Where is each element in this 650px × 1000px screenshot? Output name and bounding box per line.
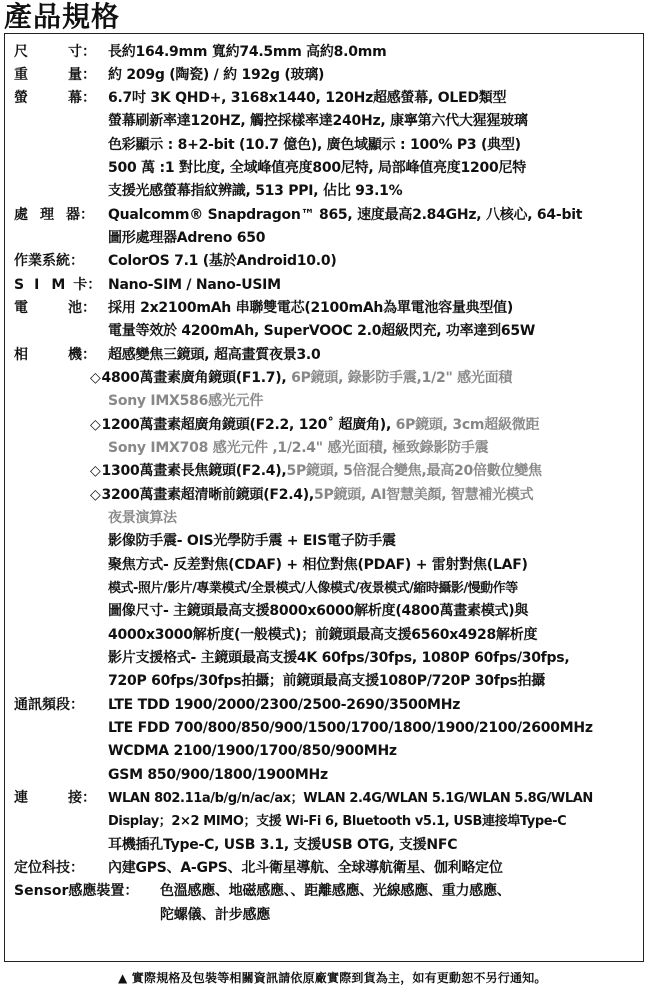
- spec-value-sensors-1: 色溫感應、地磁感應、、距離感應、光線感應、重力感應、: [160, 883, 511, 899]
- diamond-icon: ◇: [90, 370, 101, 386]
- spec-value-camera-lens-4: ◇3200萬畫素超清晰前鏡頭(F2.4),5P鏡頭, AI智慧美顏, 智慧補光模式: [90, 487, 534, 503]
- spec-value-bands-3: WCDMA 2100/1900/1700/850/900MHz: [108, 743, 397, 759]
- spec-label-os: 作業系統：: [14, 253, 84, 269]
- diamond-icon: ◇: [90, 487, 101, 503]
- spec-value-positioning: 內建GPS、A-GPS、北斗衛星導航、全球導航衛星、伽利略定位: [108, 860, 503, 876]
- spec-value-screen-5: 支援光感螢幕指紋辨識, 513 PPI, 佔比 93.1%: [108, 183, 403, 199]
- diamond-icon: ◇: [90, 463, 101, 479]
- spec-label-sim: S I M 卡：: [14, 277, 102, 293]
- spec-label-bands: 通訊頻段：: [14, 697, 84, 713]
- disclaimer-note: ▲ 實際規格及包裝等相關資訊請依原廠實際到貨為主，如有更動恕不另行通知。: [118, 971, 547, 985]
- spec-value-camera-lens-2: ◇1200萬畫素超廣角鏡頭(F2.2, 120˚ 超廣角), 6P鏡頭, 3cm超級微距: [90, 417, 540, 433]
- spec-value-camera-lens-1: ◇4800萬畫素廣角鏡頭(F1.7), 6P鏡頭, 錄影防手震,1/2" 感光面積: [90, 370, 513, 386]
- spec-label-processor: 處 理 器：: [14, 207, 94, 223]
- diamond-icon: ◇: [90, 417, 101, 433]
- spec-value-bands-1: LTE TDD 1900/2000/2300/2500-2690/3500MHz: [108, 697, 461, 713]
- spec-label-weight: 重 量：: [14, 67, 96, 83]
- spec-label-positioning: 定位科技：: [14, 860, 84, 876]
- spec-value-camera-video-2: 720P 60fps/30fps拍攝；前鏡頭最高支援1080P/720P 30fps拍攝: [108, 673, 545, 689]
- spec-value-screen-2: 螢幕刷新率達120HZ, 觸控採樣率達240Hz, 康寧第六代大猩猩玻璃: [108, 113, 528, 129]
- spec-value-battery-2: 電量等效於 4200mAh, SuperVOOC 2.0超級閃充, 功率達到65W: [108, 323, 536, 339]
- spec-value-camera-lens-2-sensor: Sony IMX708 感光元件 ,1/2.4" 感光面積, 極致錄影防手震: [108, 440, 489, 456]
- page-title: 產品規格: [4, 0, 121, 33]
- spec-value-os: ColorOS 7.1 (基於Android10.0): [108, 253, 337, 269]
- spec-value-processor-2: 圖形處理器Adreno 650: [108, 230, 266, 246]
- spec-value-sensors-2: 陀螺儀、計步感應: [160, 907, 270, 923]
- spec-value-camera-image-size-1: 圖像尺寸- 主鏡頭最高支援8000x6000解析度(4800萬畫素模式)與: [108, 603, 529, 619]
- spec-value-connectivity-3: 耳機插孔Type-C, USB 3.1, 支援USB OTG, 支援NFC: [108, 837, 458, 853]
- spec-value-sim: Nano-SIM / Nano-USIM: [108, 277, 281, 293]
- spec-value-weight: 約 209g (陶瓷) / 約 192g (玻璃): [108, 67, 325, 83]
- spec-value-bands-4: GSM 850/900/1800/1900MHz: [108, 767, 328, 783]
- spec-value-camera-lens-3: ◇1300萬畫素長焦鏡頭(F2.4),5P鏡頭, 5倍混合變焦,最高20倍數位變焦: [90, 463, 542, 479]
- spec-value-battery-1: 採用 2x2100mAh 串聯雙電芯(2100mAh為單電池容量典型值): [108, 300, 514, 316]
- spec-label-sensors: Sensor感應裝置：: [14, 883, 139, 899]
- spec-label-connectivity: 連 接：: [14, 790, 96, 806]
- spec-value-connectivity-1: WLAN 802.11a/b/g/n/ac/ax；WLAN 2.4G/WLAN 5.1G/WLAN 5.8G/WLAN: [108, 791, 593, 806]
- spec-value-camera-video-1: 影片支援格式- 主鏡頭最高支援4K 60fps/30fps, 1080P 60fps/30fps,: [108, 650, 570, 666]
- spec-value-screen-1: 6.7吋 3K QHD+, 3168x1440, 120Hz超感螢幕, OLED類型: [108, 90, 507, 106]
- spec-value-processor-1: Qualcomm® Snapdragon™ 865, 速度最高2.84GHz, 八核心, 64-bit: [108, 207, 583, 223]
- spec-value-screen-4: 500 萬 :1 對比度, 全域峰值亮度800尼特, 局部峰值亮度1200尼特: [108, 160, 527, 176]
- spec-value-camera-stabilization: 影像防手震- OIS光學防手震 + EIS電子防手震: [108, 533, 396, 549]
- spec-value-camera-image-size-2: 4000x3000解析度(一般模式)；前鏡頭最高支援6560x4928解析度: [108, 627, 538, 643]
- spec-value-size: 長約164.9mm 寬約74.5mm 高約8.0mm: [108, 44, 387, 60]
- spec-label-camera: 相 機：: [14, 347, 96, 363]
- spec-value-camera-lens-4-night: 夜景演算法: [108, 510, 177, 526]
- spec-label-screen: 螢 幕：: [14, 90, 96, 106]
- spec-value-camera-intro: 超感變焦三鏡頭, 超高畫質夜景3.0: [108, 347, 321, 363]
- spec-value-camera-focus: 聚焦方式- 反差對焦(CDAF) + 相位對焦(PDAF) + 雷射對焦(LAF): [108, 557, 528, 573]
- spec-value-screen-3: 色彩顯示 : 8+2-bit (10.7 億色), 廣色域顯示 : 100% P3 (典型): [108, 137, 521, 153]
- spec-value-camera-modes: 模式-照片/影片/專業模式/全景模式/人像模式/夜景模式/縮時攝影/慢動作等: [108, 581, 518, 596]
- spec-value-bands-2: LTE FDD 700/800/850/900/1500/1700/1800/1900/2100/2600MHz: [108, 720, 593, 736]
- spec-value-camera-lens-1-sensor: Sony IMX586感光元件: [108, 393, 264, 409]
- spec-label-battery: 電 池：: [14, 300, 96, 316]
- spec-value-connectivity-2: Display；2×2 MIMO；支援 Wi-Fi 6, Bluetooth v5.1, USB連接埠Type-C: [108, 814, 567, 829]
- spec-label-size: 尺 寸：: [14, 44, 96, 60]
